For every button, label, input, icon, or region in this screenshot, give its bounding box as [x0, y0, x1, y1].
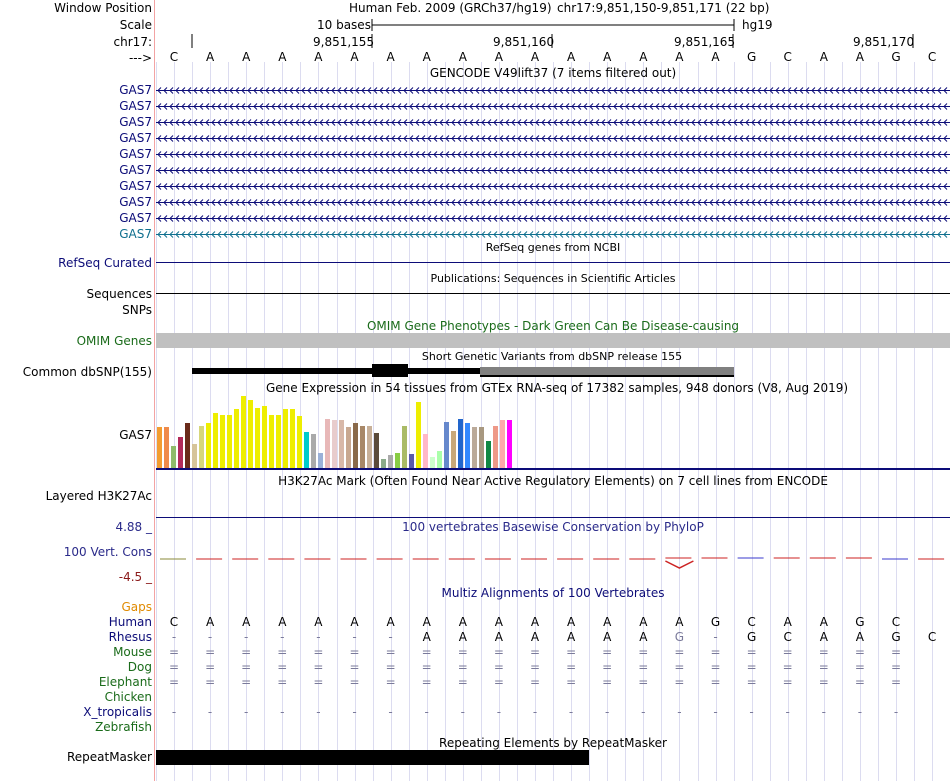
gencode-gene-intron[interactable]	[156, 180, 950, 192]
alignment-base: -	[352, 705, 357, 719]
base-letter: A	[639, 50, 648, 64]
alignment-base: =	[818, 675, 829, 689]
base-letter: A	[711, 50, 720, 64]
alignment-base: -	[821, 705, 826, 719]
alignment-base: A	[205, 615, 215, 629]
alignment-base: =	[566, 675, 577, 689]
gtex-tissue-bar	[451, 431, 456, 468]
alignment-base: -	[207, 705, 213, 719]
alignment-base: -	[749, 705, 754, 719]
alignment-base: -	[424, 705, 429, 719]
dbsnp-label[interactable]: Common dbSNP(155)	[22, 365, 152, 379]
alignment-base: =	[854, 645, 865, 659]
conservation-label[interactable]: 100 Vert. Cons	[63, 545, 152, 559]
alignment-base: =	[313, 675, 324, 689]
scale-text: 10 bases	[317, 18, 371, 32]
gtex-tissue-bar	[283, 409, 288, 468]
gencode-track-title: GENCODE V49lift37 (7 items filtered out)	[429, 66, 677, 80]
gencode-gene-intron[interactable]	[156, 132, 950, 144]
omim-label[interactable]: OMIM Genes	[76, 334, 152, 348]
alignment-base: =	[168, 645, 180, 659]
gtex-tissue-bar	[206, 423, 211, 468]
alignment-base: -	[244, 630, 249, 644]
alignment-base: =	[854, 675, 865, 689]
alignment-base: =	[277, 645, 288, 659]
gtex-tissue-bar	[465, 423, 470, 468]
alignment-base: =	[241, 660, 252, 674]
gtex-tissue-bar	[458, 419, 463, 468]
gtex-tissue-bar	[276, 415, 281, 468]
gtex-tissue-bar	[164, 427, 169, 468]
gtex-tissue-bar	[248, 400, 253, 468]
gtex-tissue-bar	[388, 455, 393, 468]
gtex-tissue-bar	[444, 422, 449, 468]
omim-bar[interactable]	[156, 333, 950, 348]
multiz-alignment-row	[156, 660, 950, 674]
refseq-label[interactable]: RefSeq Curated	[58, 256, 152, 270]
position-text[interactable]: chr17:9,851,150-9,851,171 (22 bp)	[557, 1, 770, 15]
alignment-base: -	[460, 705, 465, 719]
alignment-base: =	[313, 645, 324, 659]
base-letter: A	[458, 50, 467, 64]
multiz-alignment-row	[156, 675, 950, 689]
alignment-base: =	[205, 675, 216, 689]
alignment-base: -	[568, 705, 574, 719]
alignment-base: =	[890, 660, 902, 674]
alignment-base: =	[421, 660, 432, 674]
assembly-text: Human Feb. 2009 (GRCh37/hg19)	[349, 1, 552, 15]
multiz-alignment-row	[156, 720, 950, 734]
gencode-gene-label[interactable]: GAS7	[119, 83, 152, 97]
alignment-base: A	[386, 615, 395, 629]
alignment-base: =	[566, 660, 577, 674]
alignment-base: -	[857, 705, 863, 719]
gencode-gene-intron[interactable]	[156, 84, 950, 96]
gencode-gene-intron[interactable]	[156, 196, 950, 208]
alignment-base: =	[782, 675, 793, 689]
alignment-base: -	[280, 705, 285, 719]
gtex-tissue-bar	[409, 454, 414, 468]
alignment-base: G	[710, 615, 721, 629]
alignment-base: =	[638, 675, 649, 689]
tick-label-1: 9,851,155	[313, 35, 375, 49]
base-letter: A	[422, 50, 431, 64]
gtex-tissue-bar	[171, 446, 176, 468]
alignment-base: A	[603, 630, 612, 644]
alignment-base: =	[710, 675, 721, 689]
gtex-tissue-bar	[325, 419, 330, 468]
conservation-track-title: 100 vertebrates Basewise Conservation by PhyloP	[402, 520, 704, 534]
alignment-base: A	[422, 630, 431, 644]
sequences-line	[156, 293, 950, 294]
window-position-label: Window Position	[54, 1, 152, 15]
alignment-base: =	[638, 645, 649, 659]
alignment-base: A	[458, 615, 467, 629]
alignment-base: -	[280, 630, 285, 644]
gtex-tissue-bar	[430, 457, 435, 468]
alignment-base: =	[674, 660, 685, 674]
gencode-gene-label[interactable]: GAS7	[119, 227, 152, 241]
base-letter: A	[386, 50, 395, 64]
gtex-tissue-bar	[402, 426, 407, 468]
gencode-gene-label[interactable]: GAS7	[119, 115, 152, 129]
conservation-ymin: -4.5 _	[118, 570, 152, 584]
gencode-gene-intron[interactable]	[156, 148, 950, 160]
multiz-track-title: Multiz Alignments of 100 Vertebrates	[441, 586, 665, 600]
alignment-base: -	[893, 705, 899, 719]
base-letter: A	[675, 50, 684, 64]
alignment-base: -	[605, 705, 610, 719]
alignment-base: =	[674, 675, 685, 689]
alignment-base: =	[890, 675, 902, 689]
gencode-gene-label[interactable]: GAS7	[119, 131, 152, 145]
gtex-tissue-bar	[262, 406, 267, 468]
alignment-base: -	[207, 630, 213, 644]
alignment-base: =	[818, 660, 829, 674]
base-letter: A	[278, 50, 287, 64]
chrom-label: chr17:	[113, 35, 152, 49]
gtex-tissue-bar	[290, 409, 295, 468]
gtex-tissue-bar	[381, 459, 386, 468]
gaps-label[interactable]: Gaps	[121, 600, 152, 614]
tick-label-4: 9,851,170	[853, 35, 915, 49]
alignment-base: A	[314, 615, 323, 629]
base-letter: G	[746, 50, 757, 64]
alignment-base: =	[241, 675, 252, 689]
gtex-tissue-bar	[416, 402, 421, 468]
base-sequence	[156, 50, 950, 64]
alignment-base: -	[171, 630, 177, 644]
multiz-alignment-row	[156, 645, 950, 659]
alignment-base: G	[855, 615, 865, 629]
dbsnp-track-title: Short Genetic Variants from dbSNP release 155	[421, 350, 683, 363]
alignment-base: =	[421, 645, 432, 659]
gtex-tissue-bar	[269, 415, 274, 468]
multiz-species-label[interactable]: Rhesus	[108, 630, 152, 644]
alignment-base: =	[602, 660, 613, 674]
alignment-base: A	[675, 615, 684, 629]
gtex-tissue-bar	[304, 432, 309, 468]
gtex-tissue-bar	[311, 434, 316, 468]
gtex-tissue-bar	[192, 444, 197, 468]
alignment-base: =	[385, 645, 396, 659]
repeatmasker-label[interactable]: RepeatMasker	[66, 750, 152, 764]
alignment-base: =	[457, 675, 468, 689]
alignment-base: =	[313, 660, 324, 674]
alignment-base: =	[168, 675, 180, 689]
alignment-base: =	[493, 675, 504, 689]
gtex-tissue-bar	[437, 451, 442, 468]
multiz-species-label[interactable]: Dog	[127, 660, 152, 674]
dbsnp-variant-thin[interactable]	[192, 368, 372, 374]
repeatmasker-block[interactable]	[156, 750, 589, 765]
base-letter: C	[783, 50, 792, 64]
base-letter: C	[169, 50, 179, 64]
repeatmasker-track-title: Repeating Elements by RepeatMasker	[439, 736, 667, 750]
gtex-tissue-bar	[157, 427, 162, 468]
multiz-species-label[interactable]: Zebrafish	[95, 720, 152, 734]
alignment-base: =	[168, 660, 180, 674]
gencode-gene-label[interactable]: GAS7	[119, 195, 152, 209]
gencode-gene-label[interactable]: GAS7	[119, 211, 152, 225]
sequences-label[interactable]: Sequences	[86, 287, 152, 301]
alignment-base: A	[278, 615, 287, 629]
gtex-tissue-bar	[199, 426, 204, 468]
alignment-base: A	[458, 630, 467, 644]
alignment-base: -	[352, 630, 357, 644]
alignment-base: C	[169, 615, 179, 629]
gtex-tissue-bar	[227, 415, 232, 468]
base-letter: C	[927, 50, 937, 64]
gtex-tissue-bar	[241, 396, 246, 468]
track-separator-line	[154, 0, 155, 781]
alignment-base: A	[242, 615, 251, 629]
alignment-base: =	[710, 660, 721, 674]
gtex-tissue-bar	[479, 427, 484, 468]
alignment-base: G	[746, 630, 757, 644]
alignment-base: =	[349, 645, 360, 659]
gtex-tissue-bar	[360, 426, 365, 468]
alignment-base: -	[244, 705, 249, 719]
base-letter: A	[819, 50, 828, 64]
gencode-gene-intron[interactable]	[156, 164, 950, 176]
h3k27ac-label[interactable]: Layered H3K27Ac	[45, 489, 152, 503]
alignment-base: A	[350, 615, 359, 629]
alignment-base: -	[713, 705, 718, 719]
alignment-base: A	[819, 630, 828, 644]
alignment-base: =	[746, 645, 757, 659]
omim-track-title: OMIM Gene Phenotypes - Dark Green Can Be Disease-causing	[366, 319, 740, 333]
alignment-base: C	[927, 630, 937, 644]
dbsnp-variant-thick[interactable]	[372, 364, 408, 377]
gencode-gene-label[interactable]: GAS7	[119, 163, 152, 177]
alignment-base: -	[713, 630, 718, 644]
gtex-tissue-bar	[339, 420, 344, 468]
alignment-base: =	[385, 675, 396, 689]
multiz-species-label[interactable]: Mouse	[113, 645, 152, 659]
alignment-base: =	[529, 660, 541, 674]
alignment-base: A	[855, 630, 864, 644]
gencode-gene-label[interactable]: GAS7	[119, 179, 152, 193]
gtex-tissue-bar	[255, 408, 260, 468]
alignment-base: =	[385, 660, 396, 674]
alignment-base: -	[532, 705, 538, 719]
alignment-base: =	[241, 645, 252, 659]
alignment-base: =	[602, 645, 613, 659]
base-letter: A	[350, 50, 359, 64]
alignment-base: -	[785, 705, 790, 719]
alignment-base: =	[602, 675, 613, 689]
gtex-tissue-bar	[472, 427, 477, 468]
gtex-tissue-bar	[500, 420, 505, 468]
gtex-baseline	[156, 468, 950, 470]
alignment-base: =	[277, 660, 288, 674]
alignment-base: -	[316, 705, 321, 719]
alignment-base: A	[494, 615, 503, 629]
alignment-base: -	[316, 630, 321, 644]
alignment-base: =	[493, 660, 504, 674]
alignment-base: -	[171, 705, 177, 719]
multiz-species-label[interactable]: Elephant	[98, 675, 152, 689]
alignment-base: =	[782, 660, 793, 674]
alignment-base: =	[205, 645, 216, 659]
alignment-base: =	[277, 675, 288, 689]
multiz-species-label[interactable]: Chicken	[104, 690, 152, 704]
gtex-tissue-bar	[178, 437, 183, 468]
alignment-base: =	[457, 660, 468, 674]
gtex-tissue-bar	[367, 426, 372, 468]
alignment-base: A	[819, 615, 828, 629]
snps-label[interactable]: SNPs	[122, 303, 152, 317]
alignment-base: =	[854, 660, 865, 674]
alignment-base: =	[890, 645, 902, 659]
gtex-tissue-bar	[318, 453, 323, 468]
strand-arrow-label: --->	[128, 51, 152, 65]
base-letter: A	[566, 50, 576, 64]
alignment-base: G	[891, 630, 901, 644]
gtex-tissue-bar	[332, 420, 337, 468]
h3k27ac-baseline	[156, 517, 950, 518]
alignment-base: G	[674, 630, 685, 644]
alignment-base: A	[639, 615, 648, 629]
refseq-line	[156, 262, 950, 263]
alignment-base: C	[891, 615, 901, 629]
alignment-base: =	[457, 645, 468, 659]
multiz-species-label[interactable]: Human	[108, 615, 152, 629]
base-letter: A	[314, 50, 323, 64]
alignment-base: A	[494, 630, 503, 644]
alignment-base: -	[496, 705, 502, 719]
gtex-tissue-bar	[507, 420, 512, 468]
alignment-base: =	[205, 660, 216, 674]
alignment-base: =	[674, 645, 685, 659]
refseq-track-title: RefSeq genes from NCBI	[485, 241, 621, 254]
alignment-base: -	[641, 705, 646, 719]
multiz-alignment-row	[156, 705, 950, 719]
base-letter: A	[603, 50, 612, 64]
scale-label: Scale	[119, 18, 152, 32]
gencode-gene-label[interactable]: GAS7	[119, 99, 152, 113]
gtex-tissue-bar	[185, 423, 190, 468]
alignment-base: A	[639, 630, 648, 644]
gtex-tissue-bar	[353, 423, 358, 468]
publications-track-title: Publications: Sequences in Scientific Articles	[430, 272, 676, 285]
gtex-tissue-bar	[234, 409, 239, 468]
alignment-base: -	[677, 705, 682, 719]
alignment-base: =	[349, 660, 360, 674]
alignment-base: =	[782, 645, 793, 659]
ruler-ticks	[0, 34, 950, 50]
alignment-base: A	[783, 615, 792, 629]
alignment-base: -	[388, 630, 393, 644]
alignment-base: =	[421, 675, 432, 689]
multiz-alignment-row	[156, 630, 950, 644]
gtex-track-title: Gene Expression in 54 tissues from GTEx RNA-seq of 17382 samples, 948 donors (V8, Aug 2019)	[266, 381, 849, 395]
gencode-gene-intron[interactable]	[156, 212, 950, 224]
alignment-base: =	[566, 645, 577, 659]
alignment-base: A	[603, 615, 612, 629]
alignment-base: =	[746, 660, 757, 674]
gtex-tissue-bar	[346, 427, 351, 468]
base-letter: A	[494, 50, 503, 64]
gencode-gene-intron[interactable]	[156, 228, 950, 240]
gtex-tissue-bar	[220, 415, 225, 468]
alignment-base: =	[710, 645, 721, 659]
conservation-ymax: 4.88 _	[115, 520, 152, 534]
gtex-tissue-bar	[395, 453, 400, 468]
dbsnp-variant-gray[interactable]	[480, 367, 734, 375]
base-letter: A	[205, 50, 215, 64]
scale-bar	[370, 18, 736, 32]
gtex-tissue-bar	[423, 434, 428, 468]
dbsnp-variant-thin-2[interactable]	[408, 368, 480, 374]
alignment-base: -	[388, 705, 393, 719]
gtex-tissue-bar	[374, 433, 379, 468]
alignment-base: =	[638, 660, 649, 674]
gtex-label[interactable]: GAS7	[119, 428, 152, 442]
gencode-gene-label[interactable]: GAS7	[119, 147, 152, 161]
alignment-base: A	[566, 630, 576, 644]
gencode-gene-intron[interactable]	[156, 100, 950, 112]
tick-label-3: 9,851,165	[674, 35, 736, 49]
alignment-base: =	[818, 645, 829, 659]
gtex-bar-chart[interactable]	[156, 396, 556, 468]
gtex-tissue-bar	[493, 426, 498, 468]
tick-label-2: 9,851,160	[493, 35, 555, 49]
multiz-alignment-row	[156, 615, 950, 629]
gencode-gene-intron[interactable]	[156, 116, 950, 128]
alignment-base: A	[566, 615, 576, 629]
alignment-base: =	[349, 675, 360, 689]
multiz-alignment-row	[156, 690, 950, 704]
conservation-wiggle[interactable]	[156, 548, 950, 570]
conservation-peak	[665, 561, 693, 568]
dbsnp-variant-line[interactable]	[480, 375, 734, 377]
alignment-base: A	[530, 630, 540, 644]
gtex-tissue-bar	[297, 416, 302, 468]
base-letter: G	[891, 50, 901, 64]
alignment-base: A	[422, 615, 431, 629]
base-letter: A	[530, 50, 540, 64]
alignment-base: =	[529, 645, 541, 659]
alignment-base: =	[746, 675, 757, 689]
base-letter: A	[242, 50, 251, 64]
multiz-species-label[interactable]: X_tropicalis	[83, 705, 152, 719]
alignment-base: C	[747, 615, 756, 629]
base-letter: A	[855, 50, 864, 64]
alignment-base: =	[493, 645, 504, 659]
alignment-base: A	[530, 615, 540, 629]
gtex-tissue-bar	[486, 441, 491, 468]
alignment-base: =	[529, 675, 541, 689]
db-text: hg19	[742, 18, 773, 32]
gtex-tissue-bar	[213, 413, 218, 468]
alignment-base: C	[783, 630, 792, 644]
h3k27ac-track-title: H3K27Ac Mark (Often Found Near Active Regulatory Elements) on 7 cell lines from ENCODE	[278, 474, 828, 488]
